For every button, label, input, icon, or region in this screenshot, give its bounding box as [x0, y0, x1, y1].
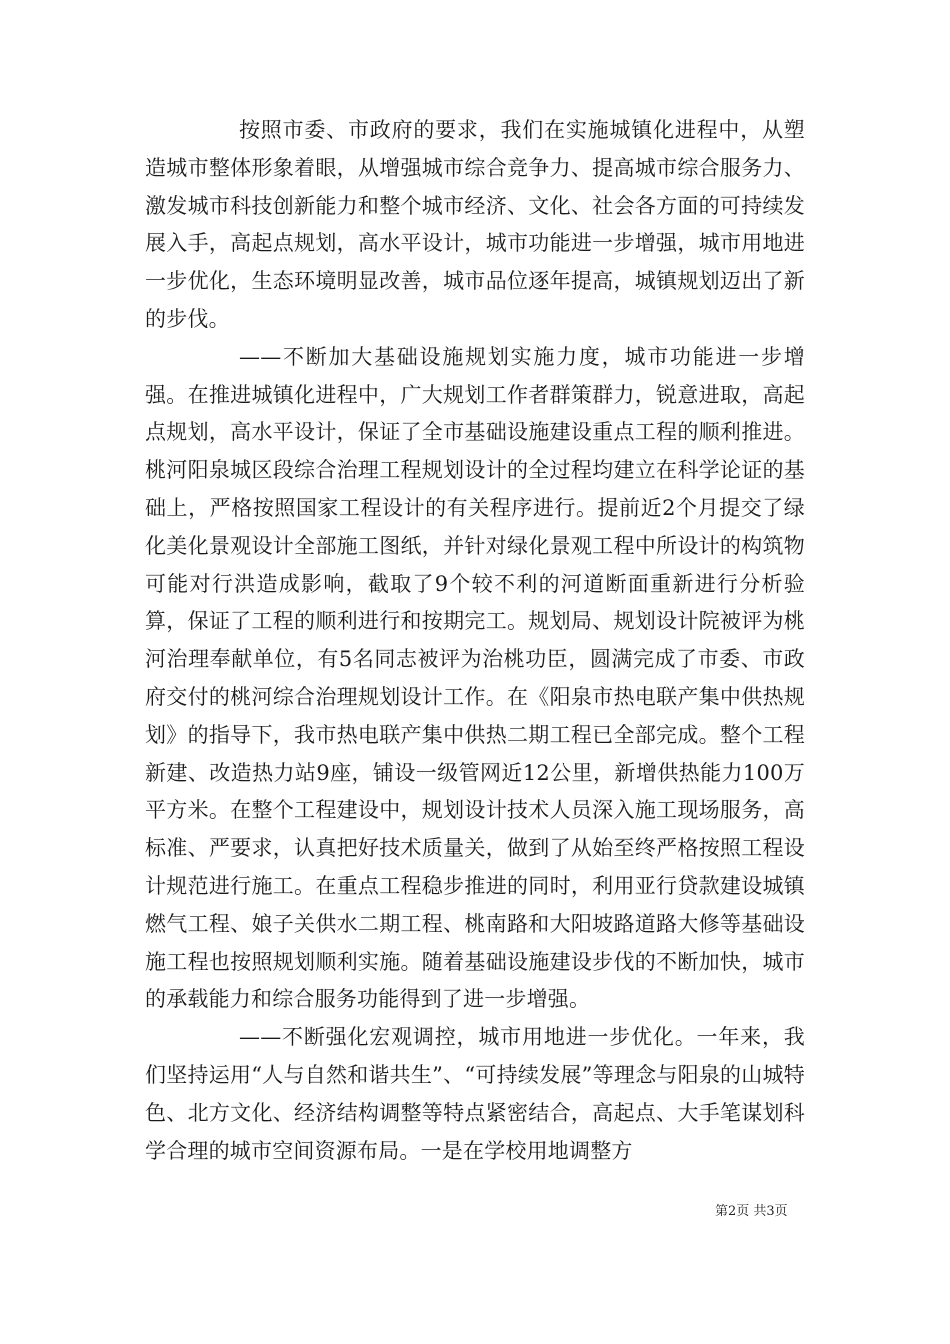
paragraph-land-use: ——不断强化宏观调控，城市用地进一步优化。一年来，我们坚持运用“人与自然和谐共生”、“可持续发展”等理念与阳泉的山城特色、北方文化、经济结构调整等特点紧密结合，高起点、大手笔谋划科学合理的城市空间资源布局。一是在学校用地调整方 — [145, 1025, 805, 1163]
page-number-footer: 第2页 共3页 — [715, 1204, 788, 1219]
paragraph-infrastructure: ——不断加大基础设施规划实施力度，城市功能进一步增强。在推进城镇化进程中，广大规划工作者群策群力，锐意进取，高起点规划，高水平设计，保证了全市基础设施建设重点工程的顺利推进。桃河阳泉城区段综合治理工程规划设计的全过程均建立在科学论证的基础上，严格按照国家工程设计的有关程序进行。提前近2个月提交了绿化美化景观设计全部施工图纸，并针对绿化景观工程中所设计的构筑物可能对行洪造成影响，截取了9个较不利的河道断面重新进行分析验算，保证了工程的顺利进行和按期完工。规划局、规划设计院被评为桃河治理奉献单位，有5名同志被评为治桃功臣，圆满完成了市委、市政府交付的桃河综合治理规划设计工作。在《阳泉市热电联产集中供热规划》的指导下，我市热电联产集中供热二期工程已全部完成。整个工程新建、改造热力站9座，铺设一级管网近12公里，新增供热能力100万平方米。在整个工程建设中，规划设计技术人员深入施工现场服务，高标准、严要求，认真把好技术质量关，做到了从始至终严格按照工程设计规范进行施工。在重点工程稳步推进的同时，利用亚行贷款建设城镇燃气工程、娘子关供水二期工程、桃南路和大阳坡路道路大修等基础设施工程也按照规划顺利实施。随着基础设施建设步伐的不断加快，城市的承载能力和综合服务功能得到了进一步增强。 — [145, 344, 805, 1012]
paragraph-intro: 按照市委、市政府的要求，我们在实施城镇化进程中，从塑造城市整体形象着眼，从增强城市综合竞争力、提高城市综合服务力、激发城市科技创新能力和整个城市经济、文化、社会各方面的可持续发展入手，高起点规划，高水平设计，城市功能进一步增强，城市用地进一步优化，生态环境明显改善，城市品位逐年提高，城镇规划迈出了新的步伐。 — [145, 118, 805, 331]
document-body — [145, 112, 805, 1170]
